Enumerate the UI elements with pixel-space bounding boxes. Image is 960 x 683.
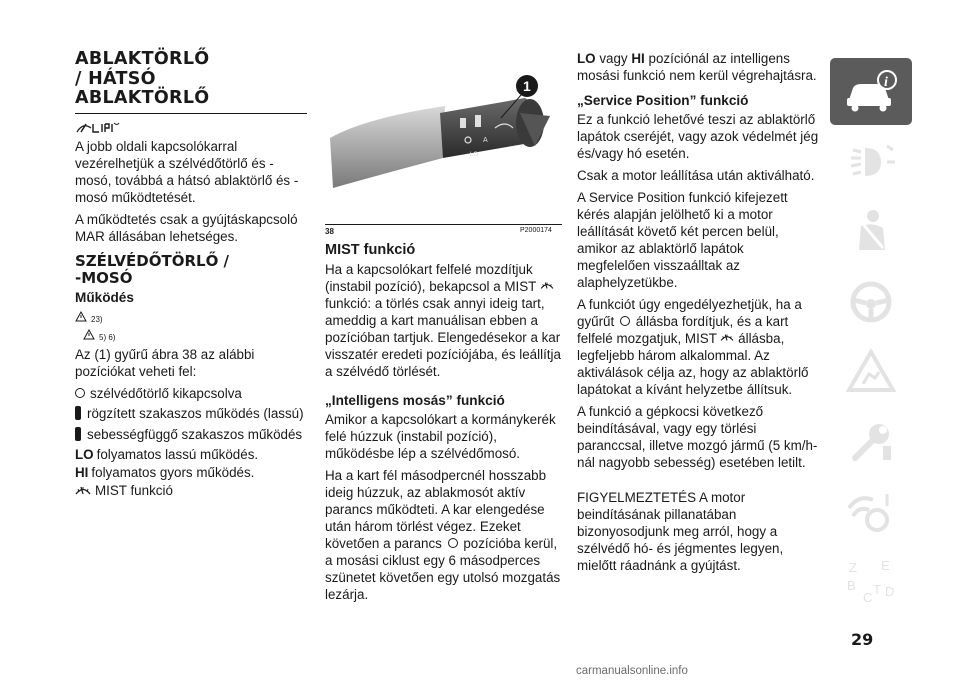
section-heading-line-1: SZÉLVÉDŐTÖRLŐ /	[75, 251, 230, 270]
page-number: 29	[851, 630, 874, 649]
ring-label-lo: LO	[470, 152, 479, 158]
tab-maintenance[interactable]	[830, 408, 912, 475]
hi-symbol: HI	[631, 51, 645, 66]
mist-heading: MIST funkció	[325, 242, 416, 258]
page-title-line-1: ABLAKTÖRLŐ	[75, 49, 210, 69]
column-1	[75, 50, 307, 500]
mist-paragraph	[325, 261, 562, 380]
mist-icon	[720, 332, 734, 343]
service-paragraph-5: A funkció a gépkocsi következő beindításával, vagy egy törlési paranccsal, illetve mozgó jármű (5 km/h-nál nagyobb sebesség) esetében letilt.	[577, 404, 818, 470]
off-circle-icon	[75, 388, 85, 398]
service-position-heading: „Service Position” funkció	[577, 93, 749, 108]
lever-position-icon	[75, 406, 81, 420]
caution-ref-numbers: 5) 6)	[99, 332, 116, 342]
intel-text-part-2: pozícióba kerül, a mosási ciklust egy 6 másodperces szünetet követően egy utolsó mozgatás lezárja.	[325, 536, 561, 602]
wiper-stalk-illustration	[325, 58, 562, 223]
service-paragraph-4	[577, 296, 819, 398]
svg-text:i: i	[884, 74, 888, 90]
wrench-icon	[843, 416, 899, 468]
list-item-text: folyamatos gyors működés.	[91, 464, 255, 480]
hi-symbol: HI	[75, 464, 89, 480]
lights-icon	[843, 136, 899, 188]
off-circle-icon	[620, 316, 630, 326]
list-item	[75, 426, 307, 443]
lo-hi-text: pozíciónál az intelligens mosási funkció nem kerül végrehajtásra.	[577, 51, 817, 83]
tab-starting-driving[interactable]	[830, 268, 912, 335]
warning-reference-1	[75, 308, 307, 325]
index-letter: T	[873, 581, 881, 597]
list-item-text: szélvédőtörlő kikapcsolva	[90, 385, 242, 401]
tab-safety[interactable]	[830, 198, 912, 265]
service-paragraph-3: A Service Position funkció kifejezett kérés alapján jelölhető ki a motor leállítását követő két percen belül, amikor az ablaktörlő lapátok megfelelően visszaálltak az alaphelyzetükbe.	[577, 190, 788, 290]
mist-icon	[75, 484, 91, 497]
tab-index[interactable]	[830, 548, 912, 615]
wiper-symbols-icon	[75, 120, 121, 134]
warning-ref-number: 23)	[91, 314, 103, 324]
media-icon	[843, 486, 899, 538]
tab-lights[interactable]	[830, 128, 912, 195]
index-letter: Z	[849, 559, 857, 575]
index-letter: D	[885, 583, 895, 599]
lever-position-icon	[75, 427, 81, 441]
service-paragraph-1: Ez a funkció lehetővé teszi az ablaktörlő lapátok cseréjét, vagy azok védelmét jég és/vagy hó esetén.	[577, 112, 819, 161]
tab-emergency[interactable]	[830, 338, 912, 405]
figure-divider	[325, 224, 562, 225]
service-paragraph-2: Csak a motor leállítása után aktiválható.	[577, 168, 815, 183]
ring-label-a: A	[483, 137, 488, 144]
list-item	[75, 405, 307, 422]
caution-triangle-icon	[83, 329, 95, 340]
car-info-icon	[843, 66, 899, 118]
index-letters-icon	[843, 556, 899, 608]
service4-part-1: A funkciót úgy engedélyezhetjük, ha a gyűrűt	[577, 297, 802, 329]
chapter-sidebar	[830, 58, 912, 618]
intel-text-part-1: Ha a kart fél másodpercnél hosszabb ideig húzzuk, az ablakmosót aktív parancs működteti. A kar elengedése után három törlést végez. Ezeket követően a parancs	[325, 468, 547, 551]
index-letter: C	[863, 589, 873, 605]
list-item-text: MIST funkció	[95, 482, 173, 498]
lo-hi-connector: vagy	[599, 51, 628, 66]
positions-intro: Az (1) gyűrű ábra 38 az alábbi pozíciókat veheti fel:	[75, 346, 255, 379]
title-divider	[75, 113, 307, 114]
mist-icon	[540, 280, 554, 291]
list-item-text: rögzített szakaszos működés (lassú)	[87, 405, 304, 421]
intro-paragraph-1: A jobb oldali kapcsolókarral vezérelhetjük a szélvédőtörlő és -mosó, továbbá a hátsó ablaktörlő és -mosó működtetését.	[75, 138, 299, 205]
list-item-text: sebességfüggő szakaszos működés	[87, 426, 303, 442]
intelligent-wash-heading: „Intelligens mosás” funkció	[325, 393, 505, 408]
column-3	[577, 50, 819, 579]
subsection-heading: Működés	[75, 289, 134, 305]
list-item-text: folyamatos lassú működés.	[96, 446, 259, 462]
list-item	[75, 464, 307, 481]
lo-symbol: LO	[75, 446, 94, 462]
list-item	[75, 482, 307, 499]
callout-number: 1	[523, 78, 531, 94]
page-title-line-2: / HÁTSÓ	[75, 68, 156, 89]
off-circle-icon	[448, 538, 458, 548]
intelligent-wash-paragraph-1: Amikor a kapcsolókart a kormánykerék felé húzzuk (instabil pozíció), működésbe lép a szélvédőmosó.	[325, 412, 556, 461]
service4-part-2: állásba fordítjuk, és a kart felfelé mozgatjuk, MIST	[577, 314, 789, 346]
wiper-stalk-figure	[325, 58, 562, 223]
seatbelt-icon	[843, 206, 899, 258]
steering-wheel-icon	[843, 276, 899, 328]
caution-reference	[83, 326, 307, 343]
intelligent-wash-paragraph-2	[325, 467, 562, 603]
lo-hi-paragraph	[577, 50, 819, 84]
page-title-line-3: ABLAKTÖRLŐ	[75, 88, 210, 108]
figure-number: 38	[325, 227, 334, 236]
column-2	[325, 242, 562, 608]
warning-paragraph: FIGYELMEZTETÉS A motor beindításának pillanatában bizonyosodjunk meg arról, hogy a szélvédő hó- és jégmentes legyen, mielőtt ráadnánk a gyújtást.	[577, 490, 784, 573]
tab-multimedia[interactable]	[830, 478, 912, 545]
intro-paragraph-2: A működtetés csak a gyújtáskapcsoló MAR állásában lehetséges.	[75, 211, 298, 244]
list-item	[75, 446, 307, 463]
warning-triangle-icon	[843, 346, 899, 398]
warning-triangle-icon	[75, 311, 87, 322]
tab-car-info[interactable]	[830, 58, 912, 125]
service4-part-3: állásba, legfeljebb három alkalommal. Az aktiválások célja az, hogy az ablaktörlő lapátokat a kívánt helyzetbe állítsuk.	[577, 331, 809, 397]
mist-text-part-1: Ha a kapcsolókart felfelé mozdítjuk (instabil pozíció), bekapcsol a MIST	[325, 262, 537, 294]
index-letter: B	[847, 577, 856, 593]
list-item	[75, 385, 307, 402]
section-heading-line-2: -MOSÓ	[75, 268, 133, 287]
figure-code: P2000174	[520, 227, 552, 234]
index-letter: E	[881, 557, 890, 573]
lo-symbol: LO	[577, 51, 596, 66]
mist-text-part-2: funkció: a törlés csak annyi ideig tart, ameddig a kart manuálisan ebben a pozícióban tartjuk. Elengedésekor a kar visszatér eredeti pozíciójába, és leállítja a szélvédő törlését.	[325, 296, 561, 379]
rear-wiper-icons	[75, 120, 307, 136]
watermark: carmanualsonline.info	[576, 665, 688, 677]
